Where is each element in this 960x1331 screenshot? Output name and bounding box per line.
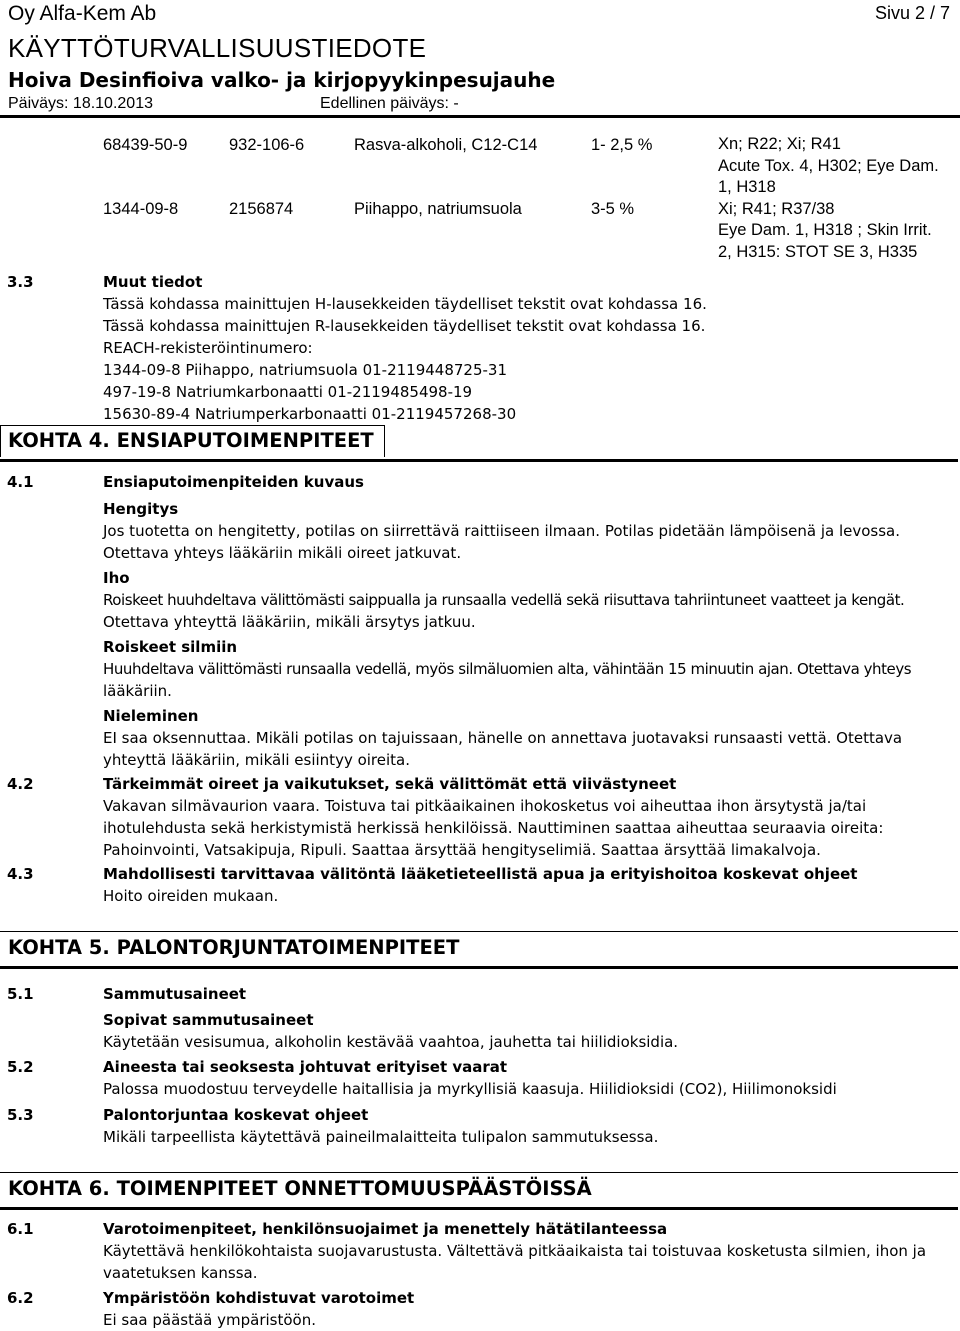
section-heading-text: KOHTA 4. ENSIAPUTOIMENPITEET [8,429,374,452]
section-body [103,1240,958,1284]
body-line: ihotulehdusta sekä herkistymistä herkissä henkilöissä. Nauttiminen saattaa aiheuttaa seuraavia oireita: [103,819,884,837]
ec-number: 2156874 [229,200,294,218]
section-number: 6.1 [7,1220,34,1238]
classification-line: 2, H315: STOT SE 3, H335 [718,242,918,261]
section-number: 5.2 [7,1058,34,1076]
body-line: Ei saa päästää ympäristöön. [103,1311,316,1329]
body-line: Tässä kohdassa mainittujen H-lausekkeiden täydelliset tekstit ovat kohdassa 16. [103,295,707,313]
section-title: Tärkeimmät oireet ja vaikutukset, sekä välittömät että viivästyneet [103,775,677,793]
concentration: 1- 2,5 % [591,136,653,154]
section-title: Aineesta tai seoksesta johtuvat erityiset vaarat [103,1058,508,1076]
classification-line: 1, H318 [718,178,776,196]
section-body [103,1309,958,1331]
company-name: Oy Alfa-Kem Ab [8,2,157,25]
body-line: Käytetään vesisumua, alkoholin kestävää vaahtoa, jauhetta tai hiilidioksidia. [103,1033,679,1051]
classification-column [718,134,939,263]
section-title: Ympäristöön kohdistuvat varotoimet [103,1289,415,1307]
cas-number: 1344-09-8 [103,200,179,218]
section-title: Ensiaputoimenpiteiden kuvaus [103,473,364,491]
header-divider [0,115,960,118]
section-heading-text: KOHTA 6. TOIMENPITEET ONNETTOMUUSPÄÄSTÖISSÄ [8,1177,592,1200]
document-date: Päiväys: 18.10.2013 [8,95,153,112]
body-line: Palossa muodostuu terveydelle haitallisia ja myrkyllisiä kaasuja. Hiilidioksidi (CO2), Hiilimonoksidi [103,1080,837,1098]
body-line: 15630-89-4 Natriumperkarbonaatti 01-2119457268-30 [103,405,517,423]
classification-line: Xn; R22; Xi; R41 [718,135,841,153]
body-line: vaatetuksen kanssa. [103,1264,258,1282]
subheading: Iho [103,569,130,587]
body-line: yhteyttä lääkäriin, mikäli esiintyy oireita. [103,751,411,769]
body-line: lääkäriin. [103,682,172,700]
section-body [103,795,958,861]
page-number: Sivu 2 / 7 [874,3,950,23]
subheading: Nieleminen [103,707,199,725]
section-number: 5.1 [7,985,34,1003]
product-name: Hoiva Desinfioiva valko- ja kirjopyykinpesujauhe [8,68,556,92]
section-number: 4.2 [7,775,34,793]
body-line: REACH-rekisteröintinumero: [103,339,313,357]
section-title: Palontorjuntaa koskevat ohjeet [103,1106,369,1124]
component-name: Piihappo, natriumsuola [354,200,522,218]
section-number: 5.3 [7,1106,34,1124]
section-title: Mahdollisesti tarvittavaa välitöntä lääketieteellistä apua ja erityishoitoa koskevat ohjeet [103,865,858,883]
section-heading-text: KOHTA 5. PALONTORJUNTATOIMENPITEET [8,936,460,959]
concentration: 3-5 % [591,200,635,218]
body-line: Mikäli tarpeellista käytettävä paineilmalaitteita tulipalon sammutuksessa. [103,1128,659,1146]
section-heading-4 [0,425,958,462]
body-line: Vakavan silmävaurion vaara. Toistuva tai pitkäaikainen ihokosketus voi aiheuttaa ihon ärsytystä ja/tai [103,797,867,815]
section-title: Muut tiedot [103,273,203,291]
section-heading-6 [0,1172,958,1210]
section-body [103,1126,958,1148]
body-line: Otettava yhteyttä lääkäriin, mikäli ärsytys jatkuu. [103,613,476,631]
section-body [103,498,958,771]
section-number: 4.3 [7,865,34,883]
body-line: Roiskeet huuhdeltava välittömästi saippualla ja runsaalla vedellä sekä riisuttava tahriintuneet vaatteet ja kengät. [103,591,905,609]
section-heading-5 [0,931,958,969]
classification-line: Eye Dam. 1, H318 ; Skin Irrit. [718,221,932,239]
body-line: EI saa oksennuttaa. Mikäli potilas on tajuissaan, hänelle on annettava juotavaksi runsaasti vettä. Otettava [103,729,903,747]
body-line: Jos tuotetta on hengitetty, potilas on siirrettävä raittiiseen ilmaan. Potilas pidetään lämpöisenä ja levossa. [103,522,901,540]
body-line: Hoito oireiden mukaan. [103,887,279,905]
section-title: Sammutusaineet [103,985,247,1003]
body-line: Käytettävä henkilökohtaista suojavarustusta. Vältettävä pitkäaikaista tai toistuvaa kosketusta silmien, ihon ja [103,1242,927,1260]
body-line: Pahoinvointi, Vatsakipuja, Ripuli. Saattaa ärsyttää hengityselimiä. Saattaa ärsyttää limakalvoja. [103,841,821,859]
section-title: Varotoimenpiteet, henkilönsuojaimet ja menettely hätätilanteessa [103,1220,668,1238]
section-body [103,1009,958,1053]
subheading: Roiskeet silmiin [103,638,238,656]
body-line: Otettava yhteys lääkäriin mikäli oireet jatkuvat. [103,544,462,562]
cas-number: 68439-50-9 [103,136,188,154]
section-number: 3.3 [7,273,34,291]
classification-line: Xi; R41; R37/38 [718,199,835,218]
body-line: Huuhdeltava välittömästi runsaalla vedellä, myös silmäluomien alta, vähintään 15 minuutin ajan. Otettava yhteys [103,660,912,678]
body-line: Tässä kohdassa mainittujen R-lausekkeiden täydelliset tekstit ovat kohdassa 16. [103,317,706,335]
section-body [103,293,958,425]
section-number: 6.2 [7,1289,34,1307]
section-body [103,1078,958,1100]
subheading: Hengitys [103,500,179,518]
classification-line: Acute Tox. 4, H302; Eye Dam. [718,156,939,175]
body-line: 497-19-8 Natriumkarbonaatti 01-2119485498-19 [103,383,473,401]
section-body [103,885,958,907]
ec-number: 932-106-6 [229,136,305,154]
document-title: KÄYTTÖTURVALLISUUSTIEDOTE [8,33,427,63]
previous-date: Edellinen päiväys: - [320,95,459,112]
subheading: Sopivat sammutusaineet [103,1011,314,1029]
body-line: 1344-09-8 Piihappo, natriumsuola 01-2119448725-31 [103,361,507,379]
component-name: Rasva-alkoholi, C12-C14 [354,136,538,154]
section-number: 4.1 [7,473,34,491]
